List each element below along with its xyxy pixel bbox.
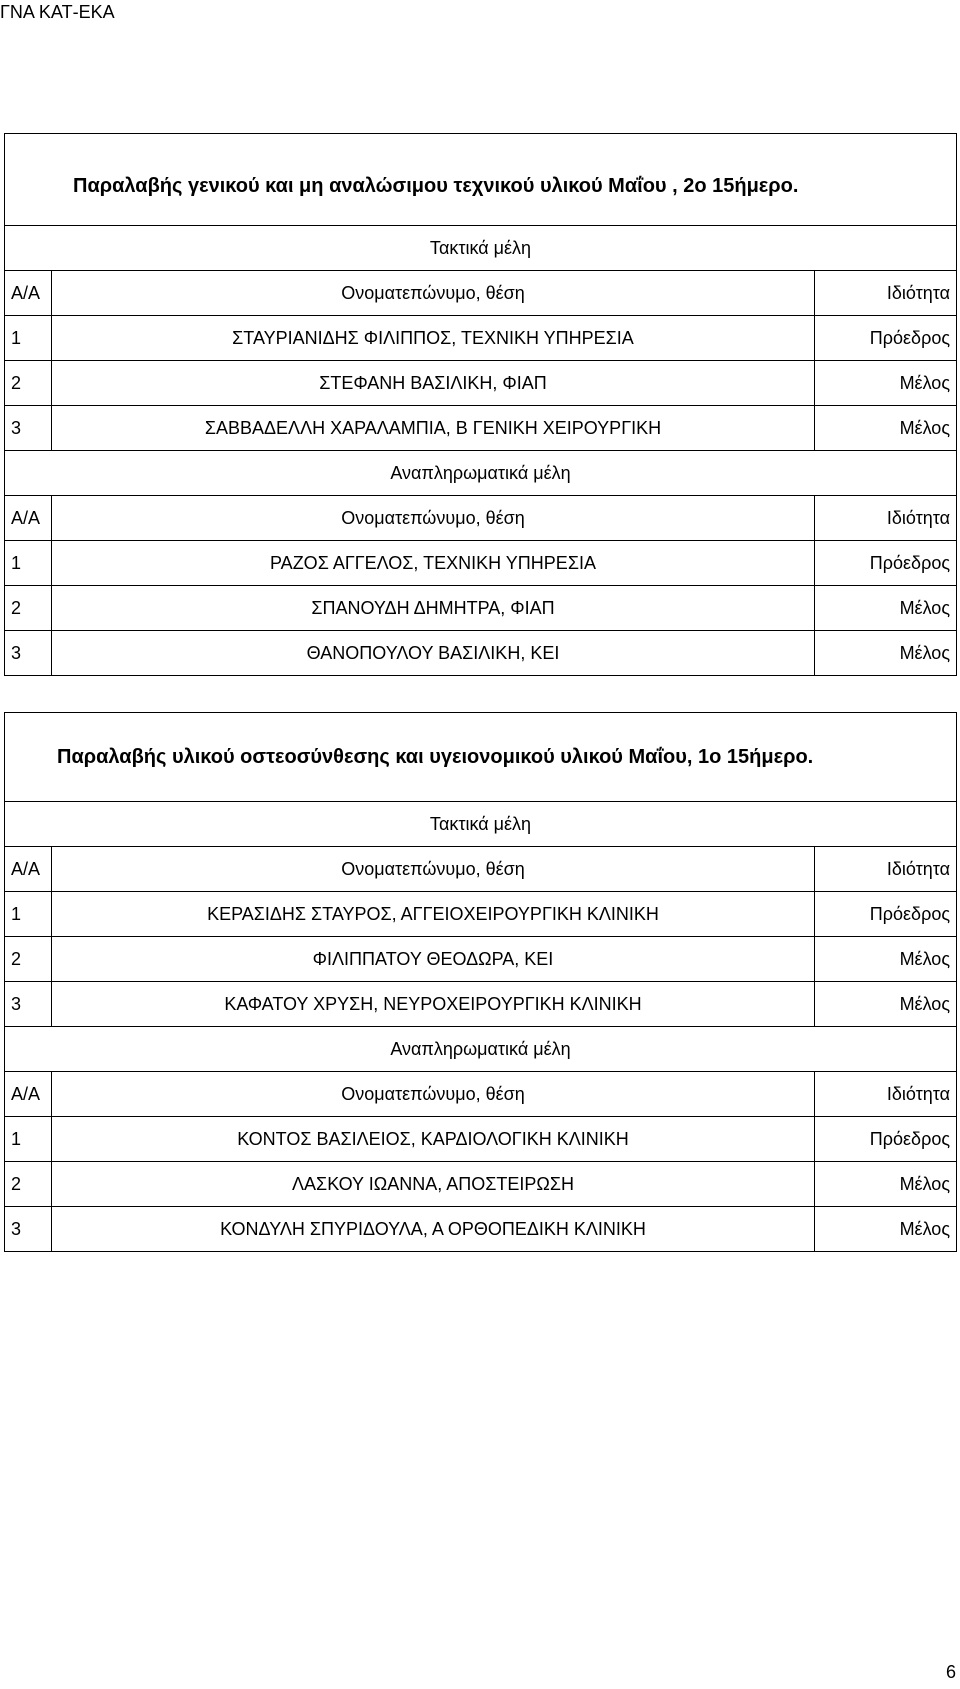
column-header-row <box>5 496 957 541</box>
member-role: Μέλος <box>814 586 956 631</box>
table-row <box>5 406 957 451</box>
regular-members-label: Τακτικά μέλη <box>5 226 957 271</box>
col-header-role: Ιδιότητα <box>815 1072 957 1117</box>
member-name: ΡΑΖΟΣ ΑΓΓΕΛΟΣ, ΤΕΧΝΙΚΗ ΥΠΗΡΕΣΙΑ <box>52 541 815 586</box>
col-header-aa: Α/Α <box>5 847 52 892</box>
table-row <box>5 361 957 406</box>
column-header-row <box>5 271 957 316</box>
col-header-name: Ονοματεπώνυμο, θέση <box>52 496 815 541</box>
member-role: Μέλος <box>815 1207 957 1252</box>
committee-title: Παραλαβής υλικού οστεοσύνθεσης και υγειονομικού υλικού Μαΐου, 1ο 15ήμερο. <box>5 713 957 802</box>
document-header: ΓΝΑ ΚΑΤ-ΕΚΑ <box>0 2 115 22</box>
committee-table-2 <box>4 712 957 1252</box>
col-header-name: Ονοματεπώνυμο, θέση <box>52 1072 815 1117</box>
member-role: Μέλος <box>815 937 957 982</box>
col-header-name: Ονοματεπώνυμο, θέση <box>52 847 815 892</box>
member-number: 2 <box>5 1162 52 1207</box>
member-number: 1 <box>5 316 52 361</box>
alternate-members-label: Αναπληρωματικά μέλη <box>5 451 957 496</box>
table-row <box>5 631 957 676</box>
member-number: 2 <box>5 586 52 631</box>
member-name: ΘΑΝΟΠΟΥΛΟΥ ΒΑΣΙΛΙΚΗ, ΚΕΙ <box>52 631 815 676</box>
column-header-row <box>5 1072 957 1117</box>
member-role: Μέλος <box>814 406 956 451</box>
member-name: ΚΕΡΑΣΙΔΗΣ ΣΤΑΥΡΟΣ, ΑΓΓΕΙΟΧΕΙΡΟΥΡΓΙΚΗ ΚΛΙΝΙΚΗ <box>52 892 815 937</box>
committee-title: Παραλαβής γενικού και μη αναλώσιμου τεχνικού υλικού Μαΐου , 2ο 15ήμερο. <box>5 134 957 226</box>
member-number: 2 <box>5 937 52 982</box>
member-number: 2 <box>5 361 52 406</box>
col-header-role: Ιδιότητα <box>815 847 957 892</box>
member-role: Μέλος <box>814 361 956 406</box>
table-row <box>5 982 957 1027</box>
member-role: Μέλος <box>814 631 956 676</box>
col-header-role: Ιδιότητα <box>814 496 956 541</box>
table-row <box>5 937 957 982</box>
member-name: ΦΙΛΙΠΠΑΤΟΥ ΘΕΟΔΩΡΑ, ΚΕΙ <box>52 937 815 982</box>
member-name: ΚΟΝΔΥΛΗ ΣΠΥΡΙΔΟΥΛΑ, Α ΟΡΘΟΠΕΔΙΚΗ ΚΛΙΝΙΚΗ <box>52 1207 815 1252</box>
page-number: 6 <box>945 1662 956 1682</box>
member-number: 1 <box>5 541 52 586</box>
member-number: 1 <box>5 892 52 937</box>
column-header-row <box>5 847 957 892</box>
member-name: ΚΟΝΤΟΣ ΒΑΣΙΛΕΙΟΣ, ΚΑΡΔΙΟΛΟΓΙΚΗ ΚΛΙΝΙΚΗ <box>52 1117 815 1162</box>
table-row <box>5 316 957 361</box>
table-row <box>5 541 957 586</box>
table-row <box>5 1117 957 1162</box>
member-number: 3 <box>5 406 52 451</box>
member-name: ΛΑΣΚΟΥ ΙΩΑΝΝΑ, ΑΠΟΣΤΕΙΡΩΣΗ <box>52 1162 815 1207</box>
member-number: 3 <box>5 982 52 1027</box>
member-name: ΣΤΕΦΑΝΗ ΒΑΣΙΛΙΚΗ, ΦΙΑΠ <box>52 361 815 406</box>
col-header-role: Ιδιότητα <box>814 271 956 316</box>
member-role: Μέλος <box>815 1162 957 1207</box>
member-number: 3 <box>5 631 52 676</box>
member-role: Πρόεδρος <box>815 1117 957 1162</box>
committee-table-1 <box>4 133 957 676</box>
member-name: ΣΤΑΥΡΙΑΝΙΔΗΣ ΦΙΛΙΠΠΟΣ, ΤΕΧΝΙΚΗ ΥΠΗΡΕΣΙΑ <box>52 316 815 361</box>
col-header-aa: Α/Α <box>5 1072 52 1117</box>
col-header-aa: Α/Α <box>5 271 52 316</box>
member-name: ΚΑΦΑΤΟΥ ΧΡΥΣΗ, ΝΕΥΡΟΧΕΙΡΟΥΡΓΙΚΗ ΚΛΙΝΙΚΗ <box>52 982 815 1027</box>
alternate-members-label: Αναπληρωματικά μέλη <box>5 1027 957 1072</box>
member-role: Πρόεδρος <box>814 316 956 361</box>
table-row <box>5 586 957 631</box>
member-name: ΣΠΑΝΟΥΔΗ ΔΗΜΗΤΡΑ, ΦΙΑΠ <box>52 586 815 631</box>
table-row <box>5 892 957 937</box>
regular-members-label: Τακτικά μέλη <box>5 802 957 847</box>
table-row <box>5 1162 957 1207</box>
member-number: 3 <box>5 1207 52 1252</box>
table-row <box>5 1207 957 1252</box>
col-header-aa: Α/Α <box>5 496 52 541</box>
member-number: 1 <box>5 1117 52 1162</box>
member-role: Πρόεδρος <box>815 892 957 937</box>
member-name: ΣΑΒΒΑΔΕΛΛΗ ΧΑΡΑΛΑΜΠΙΑ, Β ΓΕΝΙΚΗ ΧΕΙΡΟΥΡΓΙΚΗ <box>52 406 815 451</box>
member-role: Πρόεδρος <box>814 541 956 586</box>
member-role: Μέλος <box>815 982 957 1027</box>
col-header-name: Ονοματεπώνυμο, θέση <box>52 271 815 316</box>
